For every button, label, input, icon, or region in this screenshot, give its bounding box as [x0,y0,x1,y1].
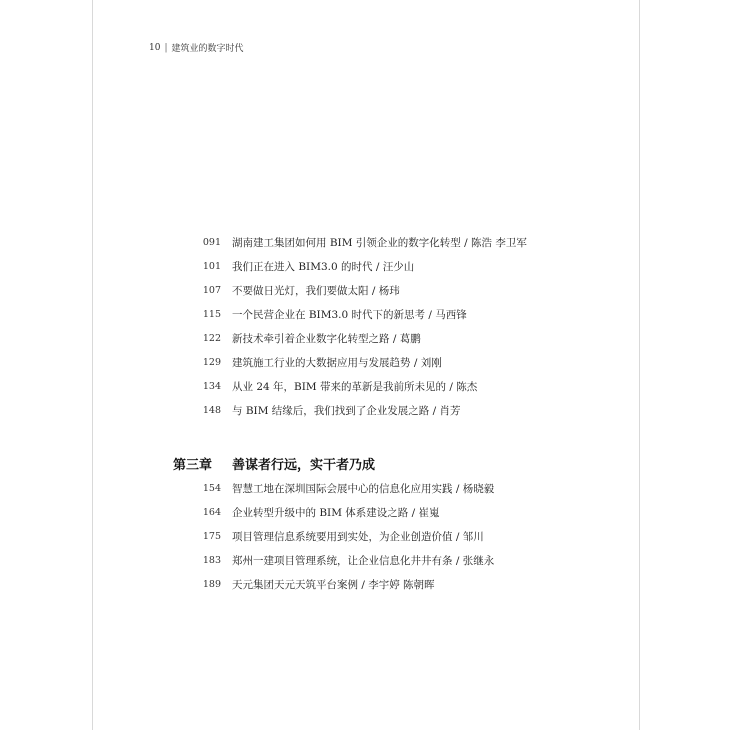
toc-entry [93,526,639,546]
running-head-separator: | [164,42,168,53]
chapter-number: 第三章 [173,457,213,473]
toc-entry [93,478,639,498]
toc-entry-title: 不要做日光灯，我们要做太阳 / 杨玮 [232,284,400,297]
chapter-title: 善谋者行远，实干者乃成 [232,457,376,473]
toc-entry-title: 一个民营企业在 BIM3.0 时代下的新思考 / 马西锋 [232,308,467,321]
toc-entry-title: 天元集团天元天筑平台案例 / 李宇婷 陈朝晖 [232,578,435,591]
toc-entry-title: 湖南建工集团如何用 BIM 引领企业的数字化转型 / 陈浩 李卫军 [232,236,527,249]
toc-entry [93,574,639,594]
toc-entry-page: 189 [202,578,221,590]
running-head-book-title: 建筑业的数字时代 [171,44,244,54]
toc-entry-page: 134 [202,380,221,392]
toc-entry [93,400,639,420]
toc-entry [93,280,639,300]
toc-entry-page: 115 [202,308,221,320]
toc-entry-page: 183 [202,554,221,566]
toc-entry-title: 我们正在进入 BIM3.0 的时代 / 汪少山 [232,260,415,273]
toc-entry-page: 122 [202,332,221,344]
toc-entry-title: 郑州一建项目管理系统，让企业信息化井井有条 / 张继永 [232,554,495,567]
toc-entry-page: 107 [202,284,221,296]
toc-entry [93,550,639,570]
toc-entry-title: 项目管理信息系统要用到实处，为企业创造价值 / 邹川 [232,530,484,543]
running-head [149,41,244,54]
toc-entry-page: 091 [202,236,221,248]
book-page [92,0,640,730]
toc-entry [93,256,639,276]
toc-entry-title: 从业 24 年，BIM 带来的革新是我前所未见的 / 陈杰 [232,380,478,393]
toc-entry-page: 164 [202,506,221,518]
toc-entry-title: 企业转型升级中的 BIM 体系建设之路 / 崔嵬 [232,506,440,519]
toc-entry [93,304,639,324]
toc-entry [93,352,639,372]
toc-entry-page: 175 [202,530,221,542]
toc-entry-page: 129 [202,356,221,368]
toc-entry [93,502,639,522]
toc-entry-page: 101 [202,260,221,272]
toc-entry-title: 与 BIM 结缘后，我们找到了企业发展之路 / 肖芳 [232,404,461,417]
toc-entry-page: 148 [202,404,221,416]
toc-entry-page: 154 [202,482,221,494]
chapter-heading [93,452,639,474]
toc-entry-title: 智慧工地在深圳国际会展中心的信息化应用实践 / 杨晓毅 [232,482,495,495]
toc-entry-title: 建筑施工行业的大数据应用与发展趋势 / 刘刚 [232,356,442,369]
running-head-page-number: 10 [149,42,161,53]
toc-entry [93,328,639,348]
toc-entry [93,376,639,396]
toc-entry-title: 新技术牵引着企业数字化转型之路 / 葛鹏 [232,332,421,345]
toc-entry [93,232,639,252]
